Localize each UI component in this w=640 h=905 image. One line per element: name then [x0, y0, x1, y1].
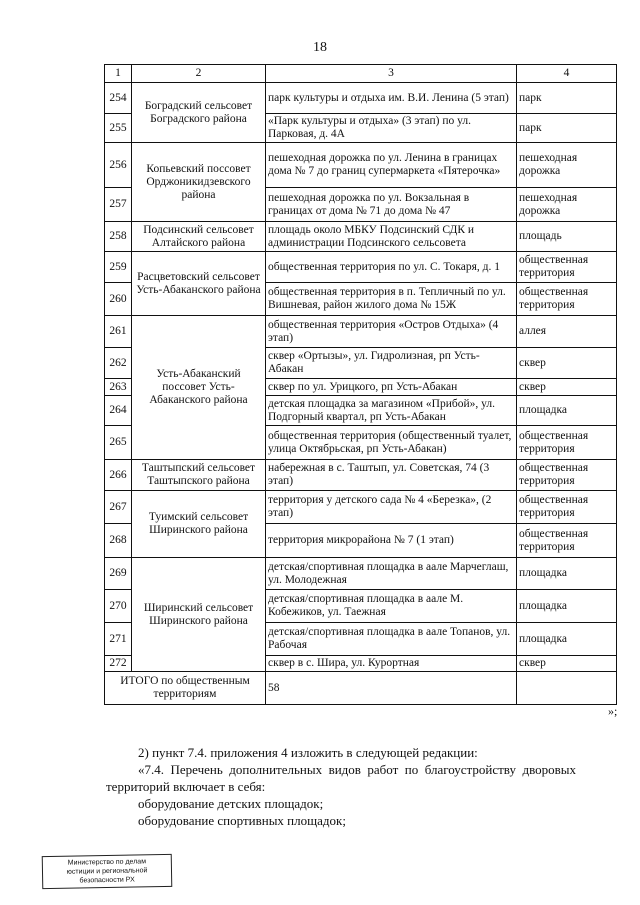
stamp-line: юстиции и региональной — [66, 867, 148, 876]
list-item-sports-grounds: оборудование спортивных площадок; — [138, 813, 346, 828]
type-cell: общественная территория — [517, 426, 617, 460]
row-number: 259 — [105, 252, 132, 283]
type-cell: пешеходная дорожка — [517, 143, 617, 188]
row-number: 266 — [105, 460, 132, 491]
table-header-row — [105, 65, 617, 83]
row-number: 254 — [105, 83, 132, 114]
object-cell: «Парк культуры и отдыха» (3 этап) по ул. Парковая, д. 4А — [266, 114, 517, 143]
type-cell: площадка — [517, 396, 617, 426]
type-cell: сквер — [517, 348, 617, 379]
type-cell: общественная территория — [517, 491, 617, 524]
municipality-cell: Таштыпский сельсовет Таштыпского района — [132, 460, 266, 491]
object-cell: детская площадка за магазином «Прибой», ул. Подгорный квартал, рп Усть-Абакан — [266, 396, 517, 426]
type-cell: общественная территория — [517, 524, 617, 558]
objects-table — [104, 64, 617, 705]
row-number: 264 — [105, 396, 132, 426]
row-number: 255 — [105, 114, 132, 143]
type-cell: общественная территория — [517, 283, 617, 316]
municipality-cell: Ширинский сельсовет Ширинского района — [132, 558, 266, 672]
object-cell: сквер в с. Шира, ул. Курортная — [266, 656, 517, 672]
municipality-cell: Копьевский поссовет Орджоникидзевского района — [132, 143, 266, 222]
object-cell: детская/спортивная площадка в аале Топанов, ул. Рабочая — [266, 623, 517, 656]
object-cell: общественная территория «Остров Отдыха» (4 этап) — [266, 316, 517, 348]
type-cell: общественная территория — [517, 252, 617, 283]
header-col-2: 2 — [132, 65, 266, 83]
page-number: 18 — [313, 40, 327, 55]
object-cell: общественная территория в п. Тепличный по ул. Вишневая, район жилого дома № 15Ж — [266, 283, 517, 316]
table-row — [105, 460, 617, 491]
municipality-cell: Усть-Абаканский поссовет Усть-Абаканского района — [132, 316, 266, 460]
object-cell: пешеходная дорожка по ул. Вокзальная в границах от дома № 71 до дома № 47 — [266, 188, 517, 222]
total-label: ИТОГО по общественным территориям — [105, 672, 266, 705]
type-cell: площадка — [517, 558, 617, 590]
row-number: 269 — [105, 558, 132, 590]
stamp-line: безопасности РХ — [79, 876, 135, 885]
row-number: 256 — [105, 143, 132, 188]
type-cell: площадка — [517, 590, 617, 623]
object-cell: набережная в с. Таштып, ул. Советская, 74 (3 этап) — [266, 460, 517, 491]
object-cell: сквер «Ортызы», ул. Гидролизная, рп Усть-Абакан — [266, 348, 517, 379]
row-number: 271 — [105, 623, 132, 656]
total-row — [105, 672, 617, 705]
municipality-cell: Подсинский сельсовет Алтайского района — [132, 222, 266, 252]
type-cell: парк — [517, 83, 617, 114]
type-cell: парк — [517, 114, 617, 143]
table-row — [105, 558, 617, 590]
row-number: 260 — [105, 283, 132, 316]
object-cell: пешеходная дорожка по ул. Ленина в границах дома № 7 до границ супермаркета «Пятерочка» — [266, 143, 517, 188]
row-number: 270 — [105, 590, 132, 623]
row-number: 272 — [105, 656, 132, 672]
object-cell: детская/спортивная площадка в аале Марчеглаш, ул. Молодежная — [266, 558, 517, 590]
row-number: 265 — [105, 426, 132, 460]
paragraph-item-2: 2) пункт 7.4. приложения 4 изложить в следующей редакции: — [138, 745, 478, 760]
table-row — [105, 316, 617, 348]
header-col-4: 4 — [517, 65, 617, 83]
type-cell: площадка — [517, 623, 617, 656]
row-number: 261 — [105, 316, 132, 348]
type-cell: пешеходная дорожка — [517, 188, 617, 222]
table-row — [105, 143, 617, 188]
type-cell: аллея — [517, 316, 617, 348]
table-row — [105, 491, 617, 524]
municipality-cell: Расцветовский сельсовет Усть-Абаканского района — [132, 252, 266, 316]
row-number: 258 — [105, 222, 132, 252]
table-body — [105, 83, 617, 672]
type-cell: сквер — [517, 379, 617, 396]
municipality-cell: Боградский сельсовет Боградского района — [132, 83, 266, 143]
object-cell: территория у детского сада № 4 «Березка», (2 этап) — [266, 491, 517, 524]
row-number: 257 — [105, 188, 132, 222]
closing-quote-mark: »; — [608, 704, 618, 718]
row-number: 267 — [105, 491, 132, 524]
municipality-cell: Туимский сельсовет Ширинского района — [132, 491, 266, 558]
header-col-1: 1 — [105, 65, 132, 83]
row-number: 262 — [105, 348, 132, 379]
table-row — [105, 222, 617, 252]
header-col-3: 3 — [266, 65, 517, 83]
object-cell: общественная территория по ул. С. Токаря, д. 1 — [266, 252, 517, 283]
amendment-text — [106, 744, 576, 829]
row-number: 263 — [105, 379, 132, 396]
object-cell: сквер по ул. Урицкого, рп Усть-Абакан — [266, 379, 517, 396]
type-cell: общественная территория — [517, 460, 617, 491]
ministry-stamp — [42, 854, 173, 889]
list-item-children-playgrounds: оборудование детских площадок; — [138, 796, 324, 811]
stamp-line: Министерство по делам — [67, 858, 147, 867]
table-row — [105, 83, 617, 114]
paragraph-7-4: «7.4. Перечень дополнительных видов работ по благоустройству дворовых территорий включает в себя: — [106, 762, 576, 794]
object-cell: территория микрорайона № 7 (1 этап) — [266, 524, 517, 558]
type-cell: сквер — [517, 656, 617, 672]
object-cell: парк культуры и отдыха им. В.И. Ленина (5 этап) — [266, 83, 517, 114]
object-cell: общественная территория (общественный туалет, улица Октябрьская, рп Усть-Абакан) — [266, 426, 517, 460]
row-number: 268 — [105, 524, 132, 558]
total-empty-cell — [517, 672, 617, 705]
table-row — [105, 252, 617, 283]
type-cell: площадь — [517, 222, 617, 252]
object-cell: детская/спортивная площадка в аале М. Кобежиков, ул. Таежная — [266, 590, 517, 623]
total-value: 58 — [266, 672, 517, 705]
object-cell: площадь около МБКУ Подсинский СДК и администрации Подсинского сельсовета — [266, 222, 517, 252]
